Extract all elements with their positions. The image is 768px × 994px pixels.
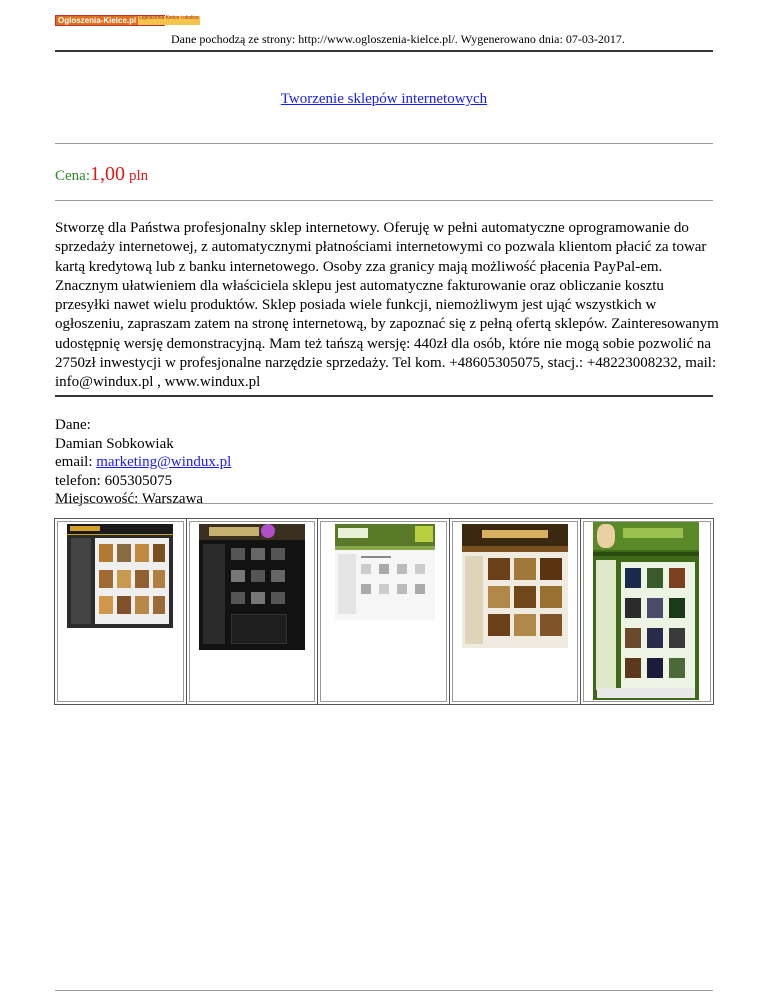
gallery-cell[interactable] <box>55 519 187 704</box>
site-logo <box>55 15 199 26</box>
shop-screenshot-wood-icon[interactable] <box>462 524 568 648</box>
contact-email-row <box>55 453 231 472</box>
price-value: 1,00 <box>90 163 125 185</box>
phone-value: 605305075 <box>104 472 173 489</box>
gallery-frame <box>320 521 447 702</box>
city-value: Warszawa <box>141 491 204 507</box>
price <box>55 163 148 186</box>
description-divider <box>55 395 713 397</box>
gallery-frame <box>583 521 711 702</box>
contact-divider <box>55 503 713 504</box>
gallery-cell[interactable] <box>318 519 450 704</box>
contact-phone-row <box>55 472 231 491</box>
shop-screenshot-dark-icon[interactable] <box>67 524 173 628</box>
gallery-frame <box>189 521 316 702</box>
price-currency: pln <box>129 168 149 184</box>
shop-screenshot-lumel-icon[interactable] <box>335 524 435 620</box>
phone-label: telefon: <box>55 472 101 489</box>
gallery-cell[interactable] <box>187 519 319 704</box>
logo-main-text: Ogloszenia-Kielce.pl <box>58 16 137 25</box>
listing-description: Stworzę dla Państwa profesjonalny sklep internetowy. Oferuję w pełni automatyczne oprogramowanie do sprzedaży internetowej, z automatycznymi płatnościami internetowymi co pozwala klientom płacić za towar kartą kredytową lub z banku internetowego. Osoby zza granicy mają możliwość płacenia PayPal-em. Znacznym ułatwieniem dla właściciela sklepu jest automatyczne fakturowanie oraz obliczanie kosztu przesyłki nawet wielu produktów. Sklep posiada wiele funkcji, niemożliwym jest ująć wszystkich w ogłoszeniu, zapraszam zatem na stronę internetową, by zapoznać się z pełną ofertą sklepów. Zainteresowanym udostępnię wersję demonstracyjną. Mam też tańszą wersję: 440zł dla osób, które nie mogą sobie pozwolić na 2750zł inwestycji w profesjonalne narzędzie sprzedaży. Tel kom. +48605305075, stacj.: +48223008232, mail: info@windux.pl , www.windux.pl <box>55 220 719 391</box>
shop-screenshot-green-icon[interactable] <box>593 522 699 700</box>
source-note: Dane pochodzą ze strony: http://www.ogloszenia-kielce.pl/. Wygenerowano dnia: 07-03-2017. <box>171 32 625 46</box>
shop-screenshot-black-icon[interactable] <box>199 524 305 650</box>
contact-block <box>55 416 231 509</box>
image-gallery <box>54 518 714 705</box>
header-divider <box>55 50 713 52</box>
price-label: Cena: <box>55 168 90 184</box>
title-divider <box>55 143 713 144</box>
price-divider <box>55 200 713 201</box>
gallery-cell[interactable] <box>581 519 713 704</box>
email-label: email: <box>55 454 93 470</box>
logo-tagline-text: Ogłoszenia Kielce i okolice <box>138 16 199 25</box>
listing-title-link[interactable]: Tworzenie sklepów internetowych <box>280 91 488 107</box>
city-label: Miejscowość: <box>55 491 139 507</box>
contact-city-row <box>55 490 231 509</box>
listing-title-wrap <box>0 91 768 108</box>
contact-heading: Dane: <box>55 417 91 433</box>
gallery-frame <box>57 521 184 702</box>
footer-divider <box>55 990 713 991</box>
gallery-cell[interactable] <box>450 519 582 704</box>
gallery-frame <box>452 521 579 702</box>
contact-name: Damian Sobkowiak <box>55 435 174 452</box>
email-link[interactable]: marketing@windux.pl <box>96 454 232 470</box>
